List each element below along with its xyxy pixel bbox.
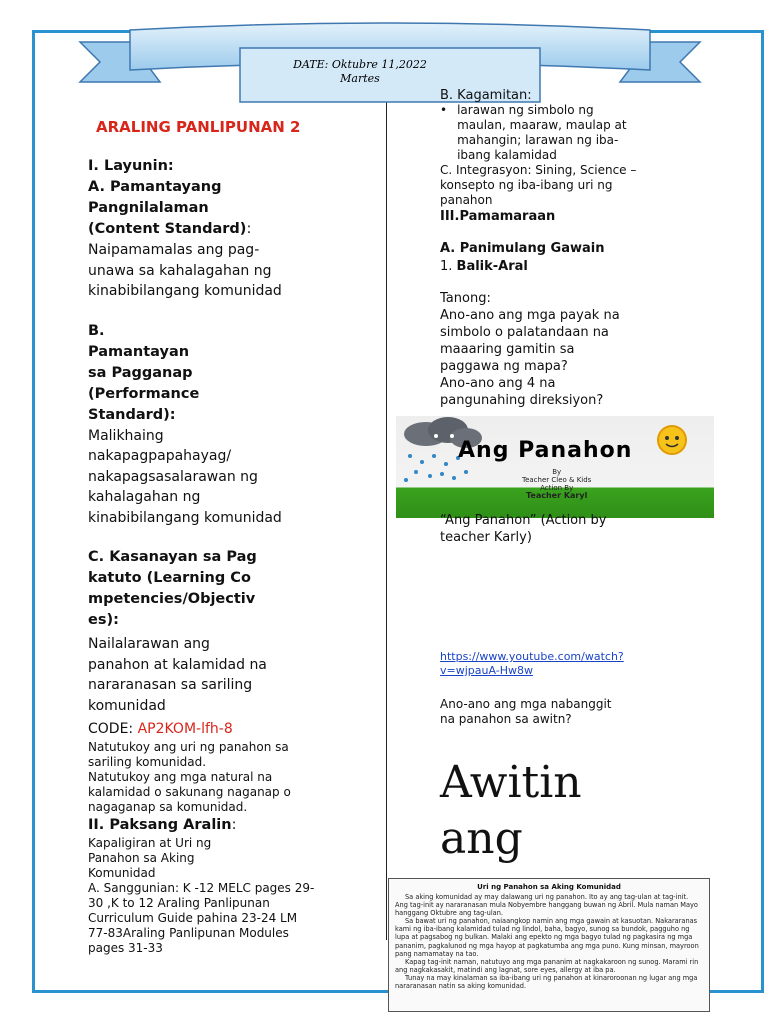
thumbnail-teacher: Teacher Karyl <box>526 491 588 500</box>
left-column <box>88 118 378 956</box>
subject-title: ARALING PANLIPUNAN 2 <box>96 118 301 136</box>
thumbnail-by: By <box>552 468 562 476</box>
thumbnail-action: Action By <box>540 484 574 492</box>
kagamitan-item <box>440 103 640 163</box>
layunin-heading: I. Layunin: <box>88 158 174 174</box>
paksang-aralin-body: Kapaligiran at Uri ng Panahon sa Aking Komunidad <box>88 835 212 880</box>
kagamitan-item-text: larawan ng simbolo ng maulan, maaraw, maulap at mahangin; larawan ng iba-ibang kalamidad <box>457 103 627 162</box>
thumbnail-art <box>396 416 714 518</box>
article-paragraph-1: Sa aking komunidad ay may dalawang uri ng panahon. Ito ay ang tag-ulan at tag-init. Ang tag-init ay nararanasan mula Nobyembre hanggang buwan ng Abril. Mula naman Mayo hanggang Oktubre ang tag-ulan. <box>395 893 698 918</box>
kagamitan-heading: B. Kagamitan: <box>440 88 532 103</box>
paksang-aralin-heading <box>88 815 378 836</box>
bullet-icon: • <box>440 103 448 117</box>
objective-2: Natutukoy ang mga natural na kalamidad o sakunang naganap o nagaganap sa komunidad. <box>88 769 291 814</box>
article-paragraph-2: Sa bawat uri ng panahon, naiaangkop namin ang mga gawain at kasuotan. Nakararanas kami ng iba-ibang kalamidad tulad ng lindol, baha, bagyo, sunog sa bundok, pagguho ng lupa at pagsabog ng bulkan. Malaki ang epekto ng mga bagyo tulad ng pagkasira ng mga pananim, pagkalunod ng mga hayop at pagkatumba ang mga puno. Kung minsan, mayroon pang namamatay na tao. <box>395 917 699 958</box>
thumbnail-credits <box>522 468 591 500</box>
day-line: Martes <box>340 72 380 85</box>
video-caption: “Ang Panahon” (Action by teacher Karly) <box>440 513 607 545</box>
tanong-question-1: Ano-ano ang mga payak na simbolo o palatandaan na maaaring gamitin sa paggawa ng mapa? <box>440 308 620 374</box>
awitin-question: Ano-ano ang mga nabanggit na panahon sa awitn? <box>440 697 612 726</box>
date-banner-text <box>250 58 470 86</box>
pamamaraan-heading: III.Pamamaraan <box>440 209 556 224</box>
date-line: DATE: Oktubre 11,2022 <box>293 58 427 71</box>
awitin-line-1: Awitin <box>440 757 582 808</box>
balik-aral-number: 1. <box>440 259 457 274</box>
learning-competencies-heading: C. Kasanayan sa Pagkatuto (Learning Competencies/Objectives): <box>88 549 257 628</box>
integrasyon: C. Integrasyon: Sining, Science – konsepto ng iba-ibang uri ng panahon <box>440 163 637 207</box>
tanong-question-2: Ano-ano ang 4 na pangunahing direksiyon? <box>440 376 604 408</box>
paksang-aralin-heading-text: II. Paksang Aralin <box>88 816 232 833</box>
code-value: AP2KOM-lfh-8 <box>137 721 233 737</box>
performance-standard-body: Malikhaing nakapagpapahayag/ nakapagsasalarawan ng kahalagahan ng kinabibilangang komunidad <box>88 427 282 526</box>
paksang-aralin-colon: : <box>231 816 237 833</box>
article-title: Uri ng Panahon sa Aking Komunidad <box>477 883 621 891</box>
learning-competencies-body: Nailalarawan ang panahon at kalamidad na nararanasan sa sariling komunidad <box>88 636 267 714</box>
tanong-label: Tanong: <box>440 291 491 306</box>
right-column <box>440 88 640 408</box>
awitin-heading <box>440 755 650 867</box>
article-paragraph-4: Tunay na may kinalaman sa iba-ibang uri ng panahon at kinaroroonan ng lugar ang mga nararanasan natin sa aking komunidad. <box>395 973 698 991</box>
performance-standard-heading: B. Pamantayan sa Pagganap (Performance Standard): <box>88 322 200 423</box>
content-standard-body: Naipamamalas ang pag-unawa sa kahalagahan ng kinabibilangang komunidad <box>88 242 282 299</box>
sun-icon <box>658 426 686 454</box>
content-standard-colon: : <box>246 221 252 237</box>
article-paragraph-3: Kapag tag-init naman, natutuyo ang mga pananim at nagkakaroon ng sunog. Marami rin ang nagkakasakit, matindi ang lagnat, sore eyes, allergy at iba pa. <box>395 957 699 974</box>
content-standard-heading-text: A. Pamantayang Pangnilalaman (Content Standard) <box>88 179 247 237</box>
video-thumbnail[interactable] <box>396 416 714 518</box>
content-standard-heading <box>88 177 258 240</box>
sanggunian: A. Sanggunian: K -12 MELC pages 29-30 ,K to 12 Araling Panlipunan Curriculum Guide pahina 23-24 LM 77-83Araling Panlipunan Modules pages 31-33 <box>88 880 315 955</box>
right-column-lower <box>440 512 650 867</box>
column-divider <box>386 70 387 940</box>
thumbnail-title: Ang Panahon <box>458 438 633 463</box>
reading-article <box>388 878 710 1012</box>
code-line <box>88 719 378 740</box>
thumbnail-credit: Teacher Cleo & Kids <box>522 476 592 484</box>
code-label: CODE: <box>88 721 138 737</box>
balik-aral-label: Balik-Aral <box>456 259 528 274</box>
panimulang-gawain-heading: A. Panimulang Gawain <box>440 241 605 256</box>
youtube-link[interactable]: https://www.youtube.com/watch?v=wjpauA-Hw8w <box>440 650 624 677</box>
awitin-line-2: ang <box>440 813 523 864</box>
objective-1: Natutukoy ang uri ng panahon sa sariling komunidad. <box>88 739 289 769</box>
balik-aral <box>440 258 640 276</box>
